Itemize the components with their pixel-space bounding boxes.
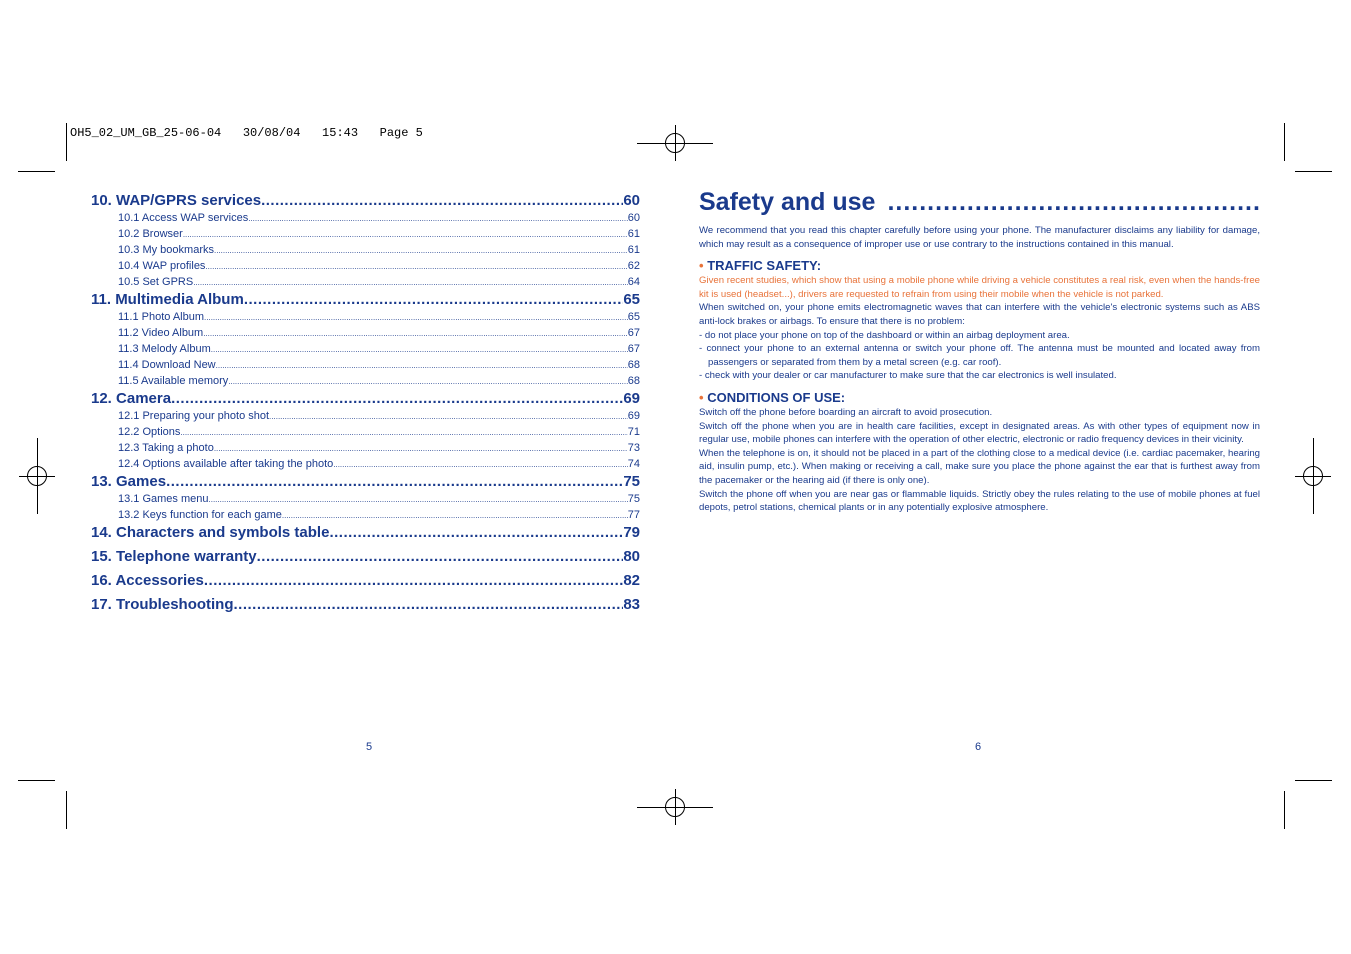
toc-chapter-11[interactable]: 11. Multimedia Album ..... 65 (91, 290, 640, 309)
conditions-paragraph: Switch the phone off when you are near gas or flammable liquids. Strictly obey the rules relating to the use of mobile phones at fuel depots, petrol stations, chemical plants or in any potentially explosive atmosphere. (699, 488, 1260, 514)
print-slug: OH5_02_UM_GB_25-06-04 30/08/04 15:43 Page 5 (70, 126, 423, 140)
toc-entry[interactable]: 12.4 Options available after taking the photo ..... 74 (91, 456, 640, 472)
crop-mark (1284, 123, 1285, 161)
conditions-heading: • CONDITIONS OF USE: (699, 389, 846, 405)
toc-chapter-10[interactable]: 10. WAP/GPRS services ..... 60 (91, 191, 640, 210)
conditions-paragraph: Switch off the phone before boarding an aircraft to avoid prosecution. (699, 406, 993, 418)
toc-entry[interactable]: 12.1 Preparing your photo shot ..... 69 (91, 408, 640, 424)
toc-entry[interactable]: 10.1 Access WAP services ..... 60 (91, 210, 640, 226)
toc-entry[interactable]: 10.2 Browser ..... 61 (91, 226, 640, 242)
toc-chapter-15[interactable]: 15. Telephone warranty ..... 80 (91, 547, 640, 571)
conditions-paragraph: Switch off the phone when you are in health care facilities, except in designated areas. As with other types of equipment now in regular use, mobile phones can interfere with the operation of other electric, electronic or radio frequency devices in their vicinity. (699, 420, 1260, 446)
toc-entry[interactable]: 11.2 Video Album ..... 67 (91, 325, 640, 341)
toc-chapter-16[interactable]: 16. Accessories ..... 82 (91, 571, 640, 595)
conditions-paragraph: When the telephone is on, it should not be placed in a part of the clothing close to a medical device (i.e. cardiac pacemaker, hearing aid, insulin pump, etc.). When making or receiving a call, make sure you place the phone against the ear that is furthest away from the pacemaker or the hearing aid (if there is only one). (699, 447, 1260, 486)
table-of-contents (91, 191, 640, 619)
toc-entry[interactable]: 10.3 My bookmarks ..... 61 (91, 242, 640, 258)
page-title: Safety and use ..... (699, 188, 1260, 224)
toc-entry[interactable]: 10.5 Set GPRS ..... 64 (91, 274, 640, 290)
toc-chapter-12[interactable]: 12. Camera ..... 69 (91, 389, 640, 408)
toc-chapter-17[interactable]: 17. Troubleshooting ..... 83 (91, 595, 640, 619)
toc-entry[interactable]: 12.3 Taking a photo ..... 73 (91, 440, 640, 456)
list-item: - connect your phone to an external antenna or switch your phone off. The antenna must be mounted and located away from passengers or separated from them by a metal screen (e.g. car roof). (699, 343, 1260, 368)
toc-entry[interactable]: 11.5 Available memory ..... 68 (91, 373, 640, 389)
page-number-right: 6 (975, 741, 982, 753)
toc-entry[interactable]: 13.1 Games menu ..... 75 (91, 491, 640, 507)
crop-mark (1295, 780, 1332, 781)
crop-mark (1284, 791, 1285, 829)
intro-paragraph: We recommend that you read this chapter carefully before using your phone. The manufacturer disclaims any liability for damage, which may result as a consequence of improper use or use contrary to the instructions contained in this manual. (699, 225, 1260, 250)
safety-section (699, 188, 1260, 515)
traffic-warning: Given recent studies, which show that using a mobile phone while driving a vehicle constitutes a real risk, even when the hands-free kit is used (headset...), drivers are requested to refrain from using their mobile when the vehicle is not parked. (699, 275, 1260, 300)
toc-entry[interactable]: 13.2 Keys function for each game ..... 77 (91, 507, 640, 523)
toc-chapter-13[interactable]: 13. Games ..... 75 (91, 472, 640, 491)
page-number-left: 5 (366, 741, 373, 753)
traffic-safety-heading: • TRAFFIC SAFETY: (699, 258, 822, 274)
toc-entry[interactable]: 11.3 Melody Album ..... 67 (91, 341, 640, 357)
list-item: - do not place your phone on top of the dashboard or within an airbag deployment area. (699, 329, 1070, 341)
crop-mark (1295, 171, 1332, 172)
toc-entry[interactable]: 12.2 Options ..... 71 (91, 424, 640, 440)
toc-entry[interactable]: 11.1 Photo Album ..... 65 (91, 309, 640, 325)
toc-entry[interactable]: 10.4 WAP profiles ..... 62 (91, 258, 640, 274)
crop-mark (18, 780, 55, 781)
crop-mark (66, 123, 67, 161)
toc-chapter-14[interactable]: 14. Characters and symbols table ..... 79 (91, 523, 640, 547)
list-item: - check with your dealer or car manufacturer to make sure that the car electronics is well insulated. (699, 370, 1117, 382)
traffic-text: When switched on, your phone emits electromagnetic waves that can interfere with the vehicle's electronic systems such as ABS anti-lock brakes or airbags. To ensure that there is no problem: (699, 302, 1260, 327)
crop-mark (18, 171, 55, 172)
crop-mark (66, 791, 67, 829)
toc-entry[interactable]: 11.4 Download New ..... 68 (91, 357, 640, 373)
